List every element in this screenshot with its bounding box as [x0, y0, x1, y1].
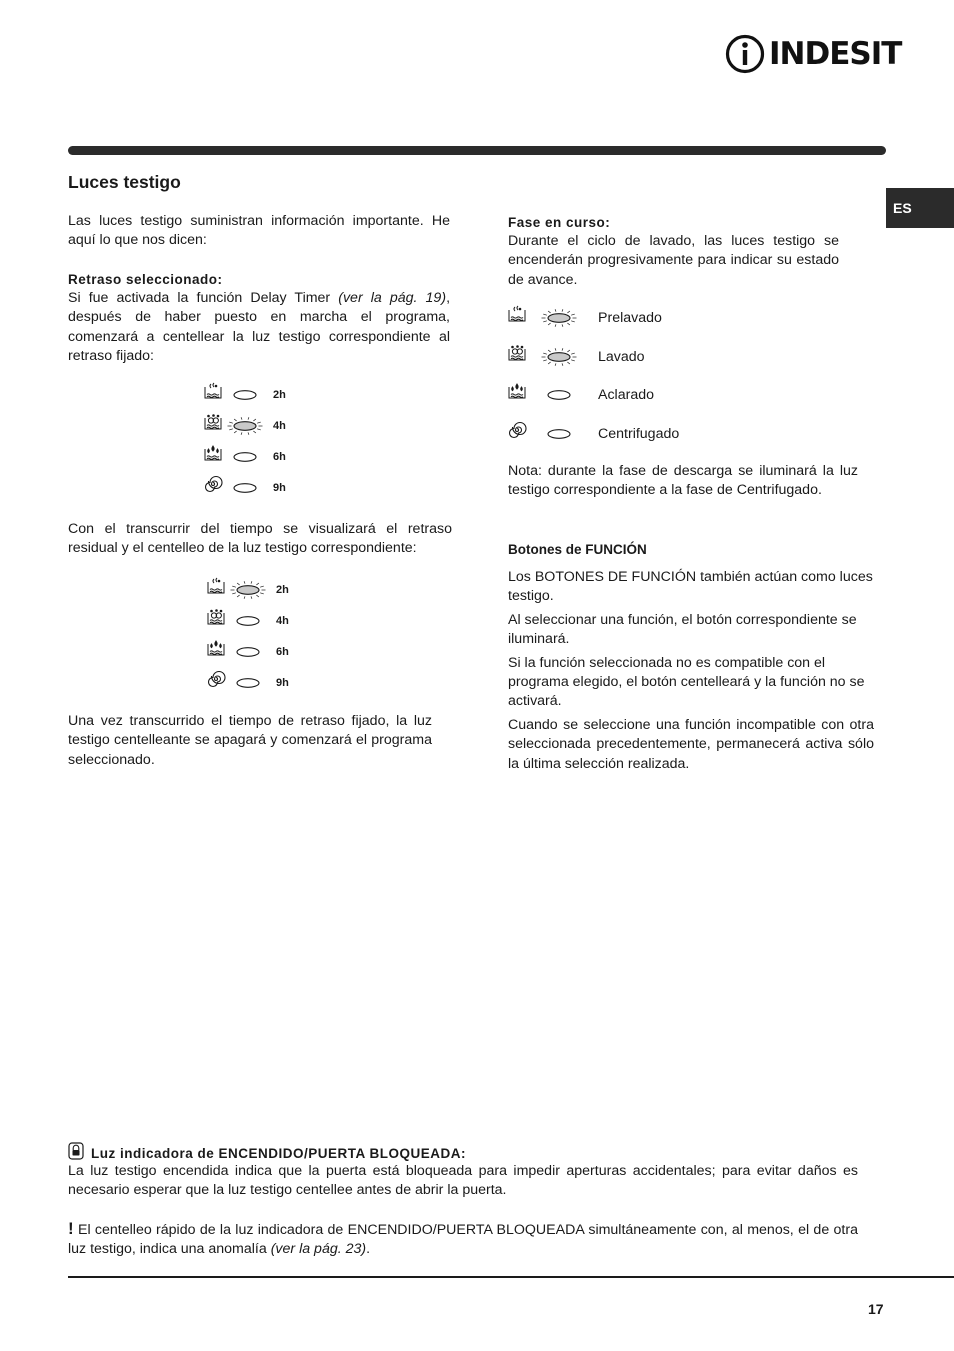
delay-heading: Retraso seleccionado:: [68, 272, 223, 287]
indicator-light: [548, 391, 570, 400]
door-lock-paragraph: La luz testigo encendida indica que la puerta está bloqueada para impedir aperturas accidentales; para evitar daños es necesario esperar que la luz testigo centellee antes de abrir la puerta.: [68, 1163, 858, 1199]
warning-icon: !: [68, 1218, 74, 1238]
lock-icon: [68, 1142, 84, 1160]
delay-indicator-diagram-1: [204, 382, 314, 506]
prewash-icon: [509, 306, 525, 321]
spin-icon: [209, 672, 226, 687]
phase-label: Aclarado: [598, 387, 654, 403]
wash-icon: [205, 415, 221, 429]
delay-hours-label: 6h: [273, 451, 286, 463]
function-buttons-paragraph: Si la función seleccionada no es compatible con el programa elegido, el botón centelleará y la función no se activará.: [508, 654, 865, 710]
phase-row: [506, 305, 886, 329]
door-lock-section: [68, 1142, 858, 1260]
delay-indicator-diagram-2: [207, 577, 317, 701]
phase-row: [506, 344, 886, 368]
delay-indicator-row: [204, 382, 314, 406]
delay-indicator-row: [207, 577, 317, 601]
transition-paragraph: Con el transcurrir del tiempo se visualizará el retraso residual y el centelleo de la luz testigo correspondiente:: [68, 521, 452, 557]
phase-label: Prelavado: [598, 310, 662, 326]
phase-label: Centrifugado: [598, 425, 680, 442]
indicator-light-flashing: [542, 348, 577, 366]
delay-indicator-row: [204, 413, 314, 437]
delay-hours-label: 2h: [273, 389, 286, 401]
rinse-icon: [208, 641, 224, 655]
delay-hours-label: 9h: [276, 677, 289, 689]
page-reference: (ver la pág. 19): [338, 290, 447, 306]
wash-icon: [509, 345, 525, 359]
drain-note: Nota: durante la fase de descarga se iluminará la luz testigo correspondiente a la fase de Centrifugado.: [508, 463, 858, 499]
indicator-light: [237, 679, 259, 688]
function-buttons-heading: Botones de FUNCIÓN: [508, 542, 647, 557]
indicator-light: [548, 429, 570, 438]
indicator-light: [234, 391, 256, 400]
end-paragraph: Una vez transcurrido el tiempo de retraso fijado, la luz testigo centelleante se apagará y comenzará el programa seleccionado.: [68, 713, 432, 768]
delay-indicator-row: [207, 608, 317, 632]
brand-name: INDESIT: [769, 36, 902, 72]
function-buttons-paragraph: Al seleccionar una función, el botón correspondiente se iluminará.: [508, 611, 857, 648]
delay-hours-label: 9h: [273, 482, 286, 494]
wash-icon: [208, 610, 224, 624]
spin-icon: [206, 477, 223, 492]
indicator-light-flashing: [231, 581, 266, 599]
phase-row: [506, 382, 886, 406]
indicator-light-flashing: [542, 309, 577, 327]
page-number: 17: [868, 1301, 884, 1317]
delay-hours-label: 6h: [276, 646, 289, 658]
phase-row: [506, 421, 886, 445]
anomaly-warning: ! El centelleo rápido de la luz indicadora de ENCENDIDO/PUERTA BLOQUEADA simultáneamente con, al menos, el de otra luz testigo, indica una anomalía (ver la pág. 23).: [68, 1218, 858, 1258]
intro-paragraph: Las luces testigo suministran información importante. He aquí lo que nos dicen:: [68, 213, 450, 249]
delay-hours-label: 4h: [276, 615, 289, 627]
rinse-icon: [509, 384, 525, 398]
delay-indicator-row: [207, 670, 317, 694]
language-tab: ES: [886, 188, 954, 228]
indicator-light: [237, 617, 259, 626]
indicator-light: [234, 453, 256, 462]
phase-heading: Fase en curso:: [508, 215, 611, 230]
delay-paragraph: Si fue activada la función Delay Timer (ver la pág. 19), después de haber puesto en marcha el programa, comenzará a centellear la luz testigo correspondiente al retraso fijado:: [68, 290, 451, 365]
function-buttons-text: [508, 568, 874, 778]
footer-rule: [68, 1276, 954, 1278]
function-buttons-paragraph: Los BOTONES DE FUNCIÓN también actúan como luces testigo.: [508, 569, 873, 605]
door-lock-heading: Luz indicadora de ENCENDIDO/PUERTA BLOQUEADA:: [91, 1146, 467, 1161]
indicator-light: [237, 648, 259, 657]
prewash-icon: [208, 578, 224, 593]
phase-label: Lavado: [598, 348, 645, 365]
header-rule: [68, 146, 886, 155]
prewash-icon: [205, 383, 221, 398]
delay-indicator-row: [204, 475, 314, 499]
phase-indicator-list: [506, 305, 886, 455]
delay-indicator-row: [204, 444, 314, 468]
indesit-logo: [724, 33, 902, 75]
indicator-light-flashing: [228, 417, 263, 435]
page-title: Luces testigo: [68, 172, 181, 192]
indesit-logo-mark-icon: [724, 33, 768, 75]
page-reference: (ver la pág. 23): [270, 1241, 367, 1258]
spin-icon: [510, 422, 527, 437]
rinse-icon: [205, 446, 221, 460]
delay-indicator-row: [207, 639, 317, 663]
function-buttons-paragraph: Cuando se seleccione una función incompatible con otra seleccionada precedentemente, permanecerá activa sólo la última selección realizada.: [508, 716, 874, 772]
delay-hours-label: 2h: [276, 584, 289, 596]
phase-paragraph: Durante el ciclo de lavado, las luces testigo se encenderán progresivamente para indicar su estado de avance.: [508, 233, 839, 288]
indicator-light: [234, 484, 256, 493]
delay-hours-label: 4h: [273, 420, 286, 432]
